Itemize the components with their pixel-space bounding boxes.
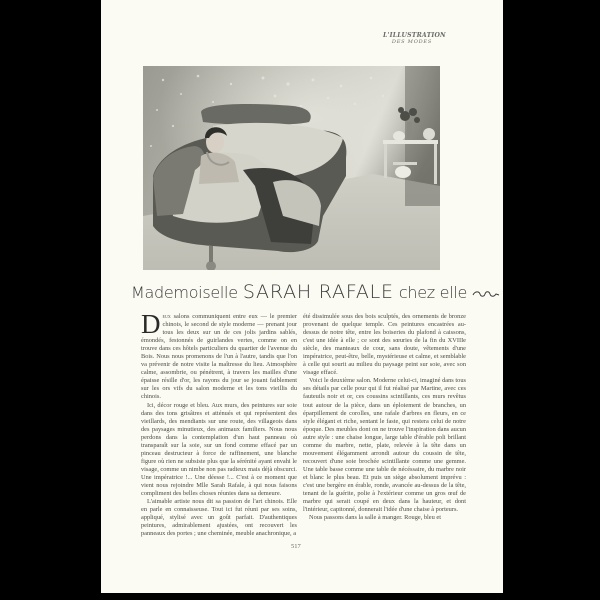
masthead-logo [383, 32, 446, 46]
article-column-right [303, 313, 466, 522]
title-suffix: chez elle [398, 283, 468, 302]
paragraph [141, 309, 297, 402]
title-prefix: Mademoiselle [131, 283, 238, 302]
page-number: 517 [291, 543, 301, 550]
paragraph: Ici, décor rouge et bleu. Aux murs, des peintures sur soie dans des tons grisâtres et atténués et qui représentent des vieillards, des mendiants sur une route, des villageois dans des paysages minutieux, des animaux familiers. Nous nous perdons dans la contemplation d'un haut panneau où transparaît sur la soie, sur un fond comme effacé par un pinceau destructeur à force de raffinement, une blanche figure où rien ne subsiste plus que la sérénité ayant envahi le visage, comme un nimbe non pas radieux mais déjà obscurci. Une impératrice !... Une déesse !... C'est à ce moment que vient nous rejoindre Mlle Sarah Rafale, à qui nous faisons compliment des belles choses réunies dans sa demeure. [141, 401, 297, 498]
masthead-line-1: L'ILLUSTRATION [383, 32, 446, 39]
flourish-ornament-icon [472, 289, 500, 299]
article-title [131, 283, 471, 302]
title-name: SARAH RAFALE [242, 281, 394, 303]
paragraph-text: salons communiquent entre eux — le premier chinois, le second de style moderne — prenant jour tous les deux sur un de ces jolis jardins sablés, émondés, festonnés de guirlandes vertes, comme on en trouve dans ces hôtels particuliers du quartier de l'avenue du Bois. Nous nous promenons de l'un à l'autre, tandis que l'on va prévenir de notre visite la maîtresse du lieu. Atmosphère calme, assombrie, ou pénétrent, à travers les mailles d'une épaisse résille d'or, les rayons du jour se jouant faiblement sur les ors vifs du salon moderne et les tons vieillis du chinois. [141, 313, 297, 401]
masthead-line-2: DES MODES [391, 39, 433, 46]
paragraph: L'aimable artiste nous dit sa passion de l'art chinois. Elle en parle en connaisseuse. Tout ici fut réuni par ses soins, appliqué, stylisé avec un goût parfait. D'authentiques peintures, admirablement ajustées, ont recouvert les panneaux des portes ; une cheminée, meuble anachronique, a [141, 498, 297, 538]
paragraph: été dissimulée sous des bois sculptés, des ornements de bronze provenant de quelque temple. Ces peintures encastrées au-dessus de notre tête, entre les boiseries du plafond à caissons, c'est une idée à elle ; ce sont des sœuries de la fin du XVIIIe siècle, des manteaux de cour, sans doute, vêtements d'une impératrice, peut-être, belle, mystérieuse et calme, et semblable à celle qui sourit au milieu du paysage peint sur soie, avec son visage effacé. [303, 313, 466, 377]
drop-cap: D [141, 309, 161, 339]
paragraph: Nous passons dans la salle à manger. Rouge, bleu et [309, 514, 441, 522]
paragraph: Voici le deuxième salon. Moderne celui-ci, imaginé dans tous ses détails par celle pour qui il fut réalisé par Martine, avec ces fauteuils noir et or, ces coussins scintillants, ces murs revêtus tout autour de la pièce, dans un éploiement de branches, un éparpillement de corolles, une rafale d'arbres en fleurs, en ce style élégant et riche, sentant le faste, qui restera celui de notre époque. Des meubles dont on ne trouve l'inspiration dans aucun autre style : une chaise longue, large table d'érable poli brillant comme du marbre, nette, plate, relevée à la tête dans un mouvement élégamment arrondi autour du coussin de tête, recouvert d'une soie brochée scintillante comme une gemme. Une table basse comme une table de nécéssaire, du marbre noir et blanc le plus beau. Et puis un siège absolument imprévu : c'est une bergère en érable, ronde, avancée au-dessus de la tête, tenant de la guérite, polie à l'extérieur comme un gros œuf de marbre qui serait coupé en deux dans la hauteur, et dont l'intérieur, capitonné, donnerait l'idée d'une chaise à porteurs. [303, 377, 466, 514]
paragraph-lead: eux [162, 313, 171, 320]
article-photograph [143, 66, 440, 270]
article-column-left [141, 309, 297, 538]
magazine-page [101, 0, 503, 593]
photo-image [143, 66, 440, 270]
